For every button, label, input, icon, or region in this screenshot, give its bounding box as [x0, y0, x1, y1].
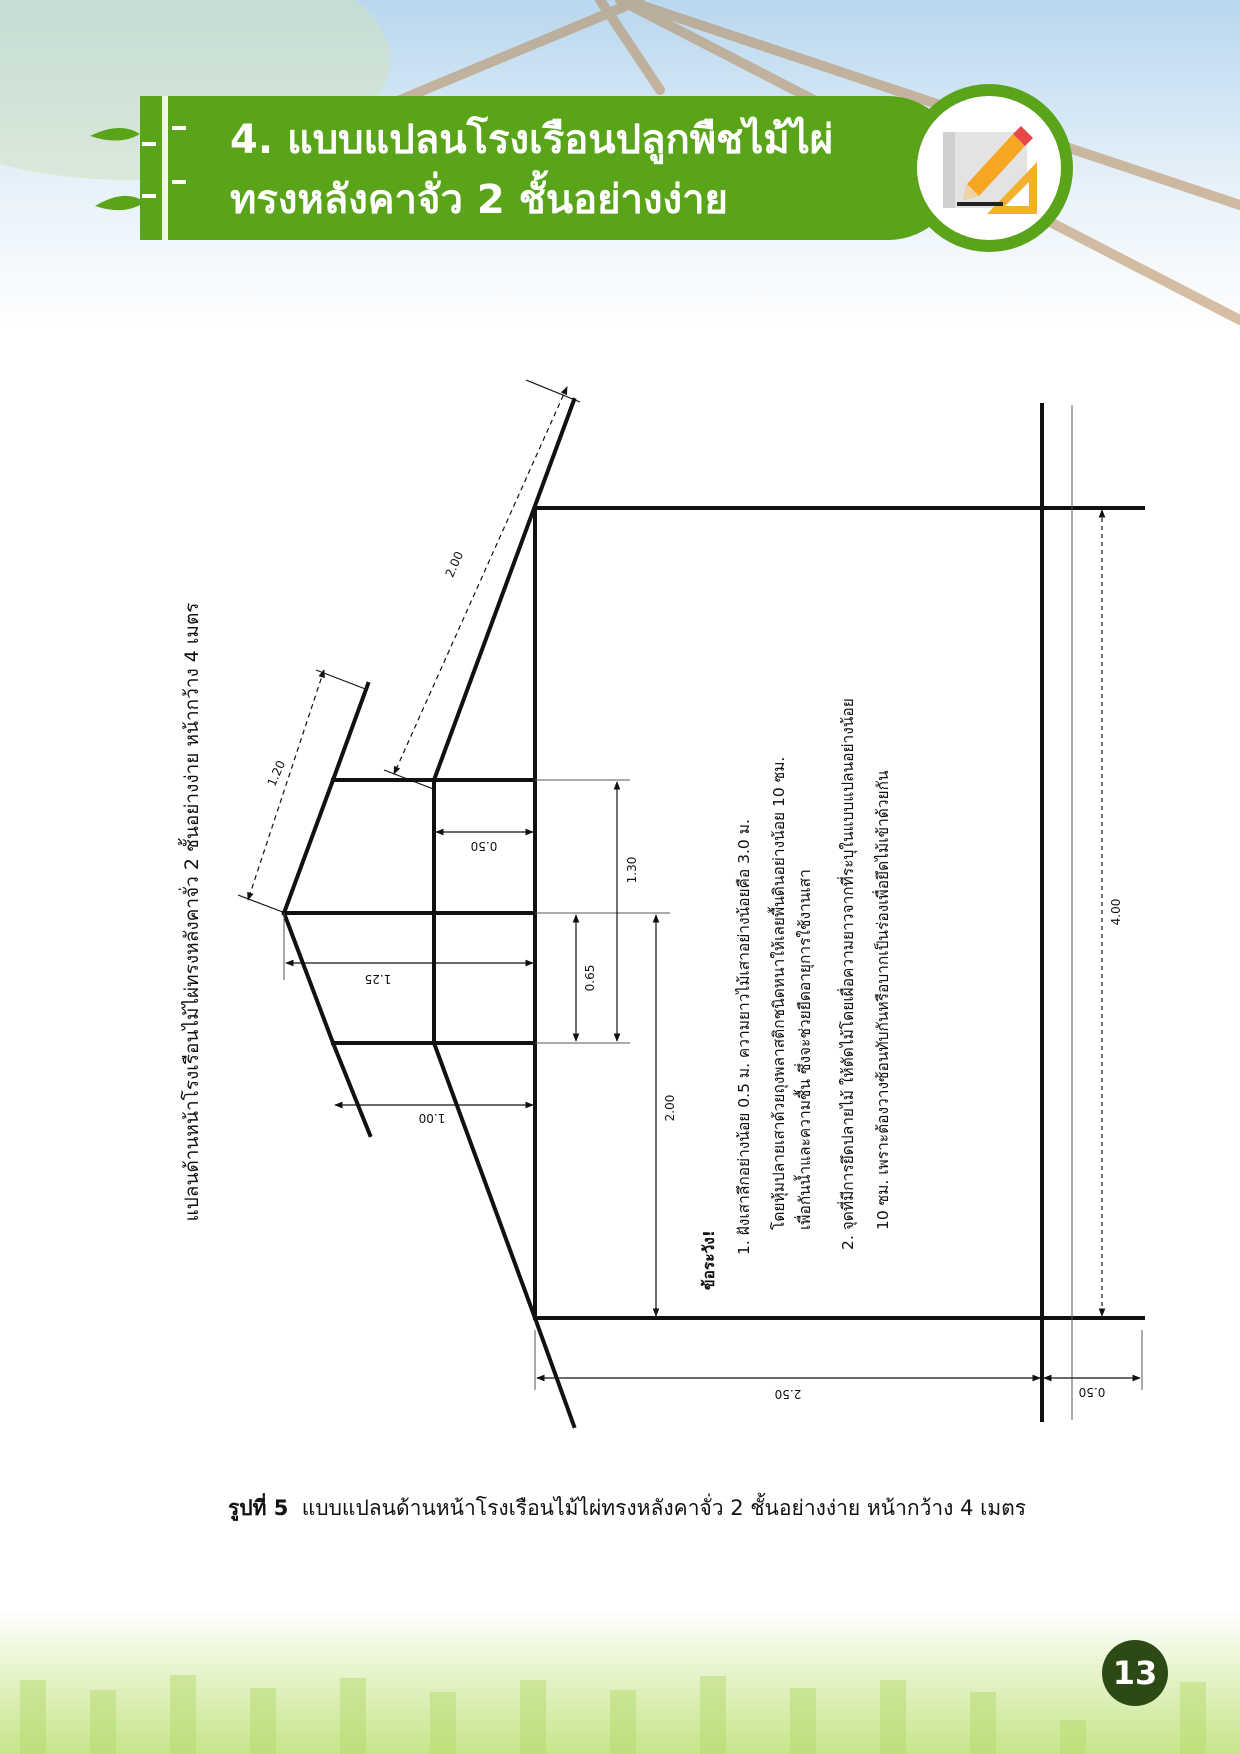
- caption-label: รูปที่ 5: [228, 1496, 289, 1520]
- ridge-left: [284, 780, 333, 913]
- dim-upper-rafter: 2.00: [442, 549, 467, 580]
- dim-width: 4.00: [1109, 898, 1123, 926]
- title-line-1: 4. แบบแปลนโรงเรือนปลูกพืชไม้ไผ่: [230, 117, 834, 163]
- title-line-2: ทรงหลังคาจั่ว 2 ชั้นอย่างง่าย: [230, 177, 728, 223]
- drawing-side-title: แปลนด้านหน้าโรงเรือนไม้ไผ่ทรงหลังคาจั่ว 2 ชั้นอย่างง่าย หน้ากว้าง 4 เมตร: [181, 602, 203, 1222]
- dim-upper-wall: 1.30: [625, 856, 639, 884]
- dim-ridge-height: 1.25: [364, 972, 392, 986]
- caption-text: แบบแปลนด้านหน้าโรงเรือนไม้ไผ่ทรงหลังคาจั่ว 2 ชั้นอย่างง่าย หน้ากว้าง 4 เมตร: [301, 1496, 1027, 1520]
- dim-lower-rafter: 1.20: [264, 758, 289, 789]
- dim-roof-step: 0.50: [470, 839, 498, 853]
- note-line-2: โดยหุ้มปลายเสาด้วยถุงพลาสติกชนิดหนาให้เลยพื้นดินอย่างน้อย 10 ซม.: [770, 756, 788, 1230]
- note-line-1: 1. ฝังเสาลึกอย่างน้อย 0.5 ม. ความยาวไม้เสาอย่างน้อยคือ 3.0 ม.: [735, 819, 753, 1255]
- ridge-right: [284, 913, 333, 1043]
- note-line-4: 2. จุดที่มีการยึดปลายไม้ ให้ตัดไม้โดยเผื่อความยาวจากที่ระบุในแบบแปลนอย่างน้อย: [839, 698, 857, 1250]
- upper-roof-right: [434, 1043, 535, 1318]
- dim-footing: 0.50: [1078, 1385, 1106, 1399]
- page-number: 13: [1102, 1640, 1168, 1706]
- eave-right: [333, 1043, 370, 1135]
- dim-post-height: 2.00: [663, 1094, 677, 1122]
- figure-caption: [228, 1492, 1026, 1525]
- dimension-lines: [238, 380, 1140, 1378]
- note-line-3: เพื่อกันน้ำและความชื้น ซึ่งจะช่วยยืดอายุการใช้งานเสา: [796, 869, 814, 1230]
- notes-block: [700, 698, 892, 1290]
- note-line-5: 10 ซม. เพราะต้องวางซ้อนทับกันหรือบากเป็นร่องเพื่อยึดไม้เข้าด้วยกัน: [874, 770, 892, 1230]
- upper-roof-left: [434, 400, 574, 780]
- eave-left: [333, 684, 368, 780]
- notes-title: ข้อระวัง!: [700, 1230, 718, 1290]
- lower-post-extension: [535, 1318, 574, 1426]
- dim-gap: 0.65: [583, 964, 597, 992]
- dim-wall-height: 2.50: [774, 1387, 802, 1401]
- dim-eave-offset: 1.00: [418, 1111, 446, 1125]
